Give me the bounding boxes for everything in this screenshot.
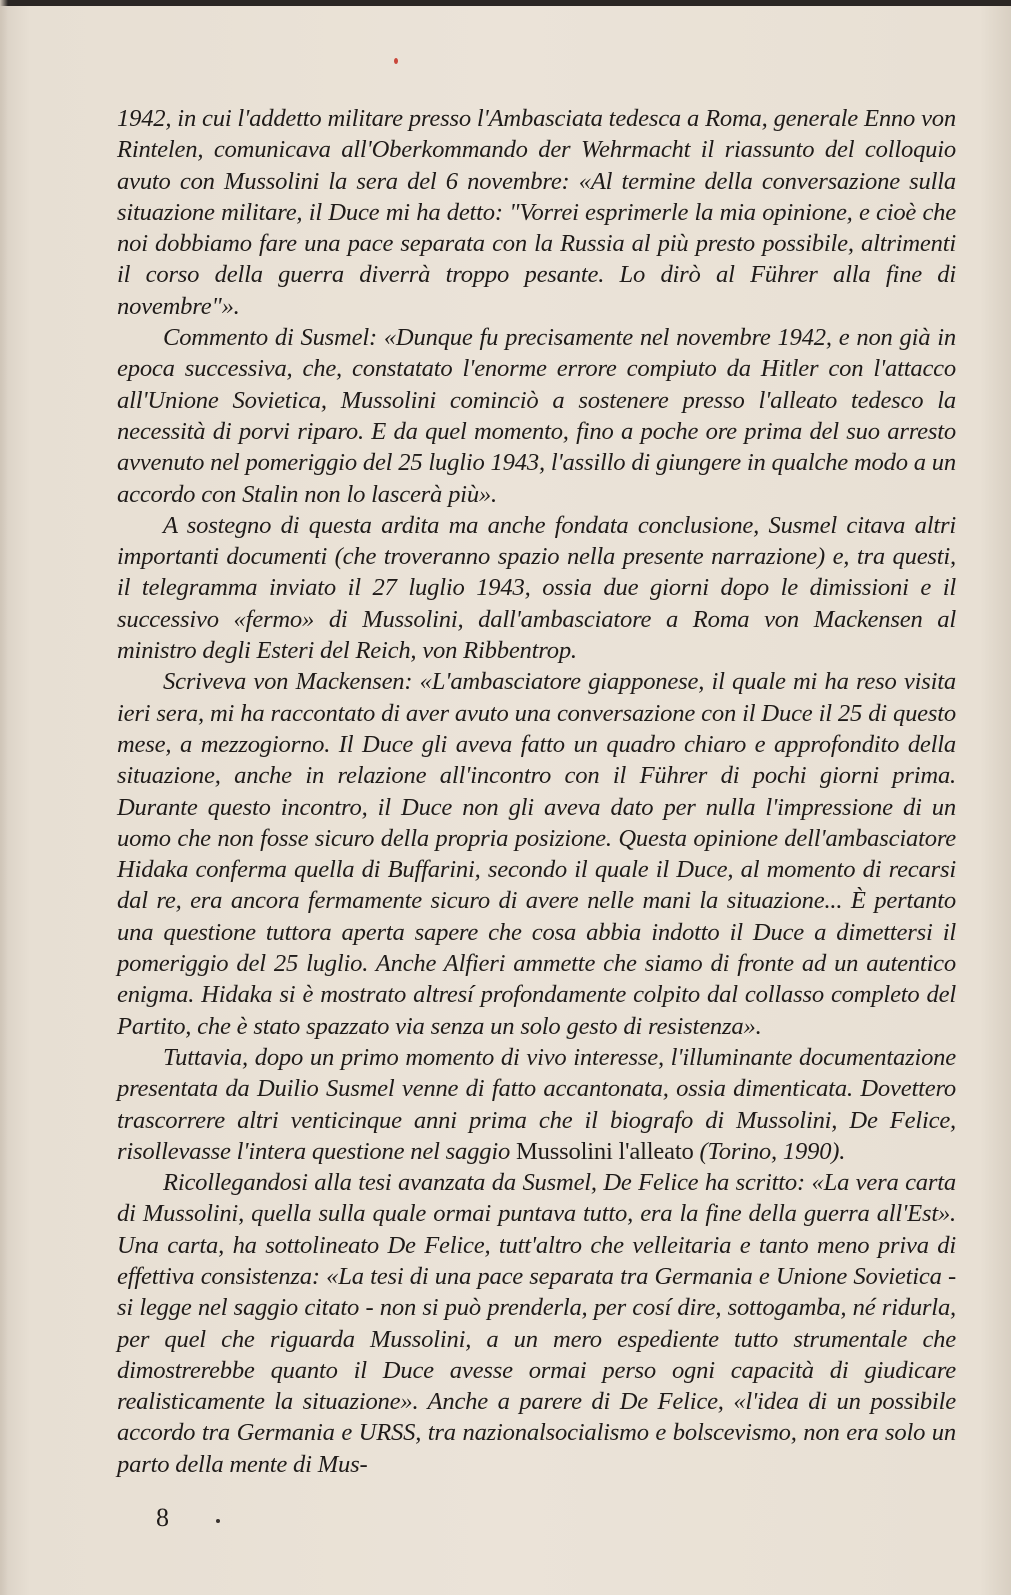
body-text [117, 103, 956, 1480]
page-top-edge [0, 0, 1011, 6]
paragraph-3: A sostegno di questa ardita ma anche fondata conclusione, Susmel citava altri importanti documenti (che troveranno spazio nella presente narrazione) e, tra questi, il telegramma inviato il 27 luglio 1943, ossia due giorni dopo le dimissioni e il successivo «fermo» di Mussolini, dall'ambasciatore a Roma von Mackensen al ministro degli Esteri del Reich, von Ribbentrop. [117, 511, 956, 665]
page-number: 8 [156, 1503, 169, 1532]
paragraph-2: Commento di Susmel: «Dunque fu precisamente nel novembre 1942, e non già in epoca successiva, che, constatato l'enorme errore compiuto da Hitler con l'attacco all'Unione Sovietica, Mussolini cominciò a sostenere presso l'alleato tedesco la necessità di porvi riparo. E da quel momento, fino a poche ore prima del suo arresto avvenuto nel pomeriggio del 25 luglio 1943, l'assillo di giungere in qualche modo a un accordo con Stalin non lo lascerà più». [117, 324, 956, 508]
paragraph-6: Ricollegandosi alla tesi avanzata da Susmel, De Felice ha scritto: «La vera carta di Mussolini, quella sulla quale ormai puntava tutto, era la fine della guerra all'Est». Una carta, ha sottolineato De Felice, tutt'altro che velleitaria e tanto meno priva di effettiva consistenza: «La tesi di una pace separata tra Germania e Unione Sovietica - si legge nel saggio citato - non si può prenderla, per cosí dire, sottogamba, né ridurla, per quel che riguarda Mussolini, a un mero espediente tutto strumentale che dimostrerebbe quanto il Duce avesse ormai perso ogni capacità di giudicare realisticamente la situazione». Anche a parere di De Felice, «l'idea di un possibile accordo tra Germania e URSS, tra nazionalsocialismo e bolscevismo, non era solo un parto della mente di Mus- [117, 1169, 956, 1478]
paragraph-5-text-after: (Torino, 1990). [693, 1137, 846, 1165]
paragraph-1: 1942, in cui l'addetto militare presso l'Ambasciata tedesca a Roma, generale Enno von Rintelen, comunicava all'Oberkommando der Wehrmacht il riassunto del colloquio avuto con Mussolini la sera del 6 novembre: «Al termine della conversazione sulla situazione militare, il Duce mi ha detto: "Vorrei esprimerle la mia opinione, e cioè che noi dobbiamo fare una pace separata con la Russia al più presto possibile, altrimenti il corso della guerra diverrà troppo pesante. Lo dirò al Führer alla fine di novembre"». [117, 105, 956, 320]
paragraph-5-text-before: Tuttavia, dopo un primo momento di vivo interesse, l'illuminante documentazione presentata da Duilio Susmel venne di fatto accantonata, ossia dimenticata. Dovettero trascorrere altri venticinque anni prima che il biografo di Mussolini, De Felice, risollevasse l'intera questione nel saggio [117, 1043, 956, 1165]
ink-fleck [394, 58, 398, 64]
book-title: Mussolini l'alleato [516, 1137, 694, 1165]
paragraph-5 [117, 1042, 956, 1167]
page-left-edge-shadow [0, 0, 8, 1595]
print-mark [216, 1519, 220, 1523]
paragraph-4: Scriveva von Mackensen: «L'ambasciatore giapponese, il quale mi ha reso visita ieri sera, mi ha raccontato di aver avuto una conversazione con il Duce il 25 di questo mese, a mezzogiorno. Il Duce gli aveva fatto un quadro chiaro e approfondito della situazione, anche in relazione all'incontro con il Führer di pochi giorni prima. Durante questo incontro, il Duce non gli aveva dato per nulla l'impressione di un uomo che non fosse sicuro della propria posizione. Questa opinione dell'ambasciatore Hidaka conferma quella di Buffarini, secondo il quale il Duce, al momento di recarsi dal re, era ancora fermamente sicuro di avere nelle mani la situazione... È pertanto una questione tuttora aperta sapere che cosa abbia indotto il Duce a dimettersi il pomeriggio del 25 luglio. Anche Alfieri ammette che siamo di fronte ad un autentico enigma. Hidaka si è mostrato altresí profondamente colpito dal collasso completo del Partito, che è stato spazzato via senza un solo gesto di resistenza». [117, 668, 956, 1040]
